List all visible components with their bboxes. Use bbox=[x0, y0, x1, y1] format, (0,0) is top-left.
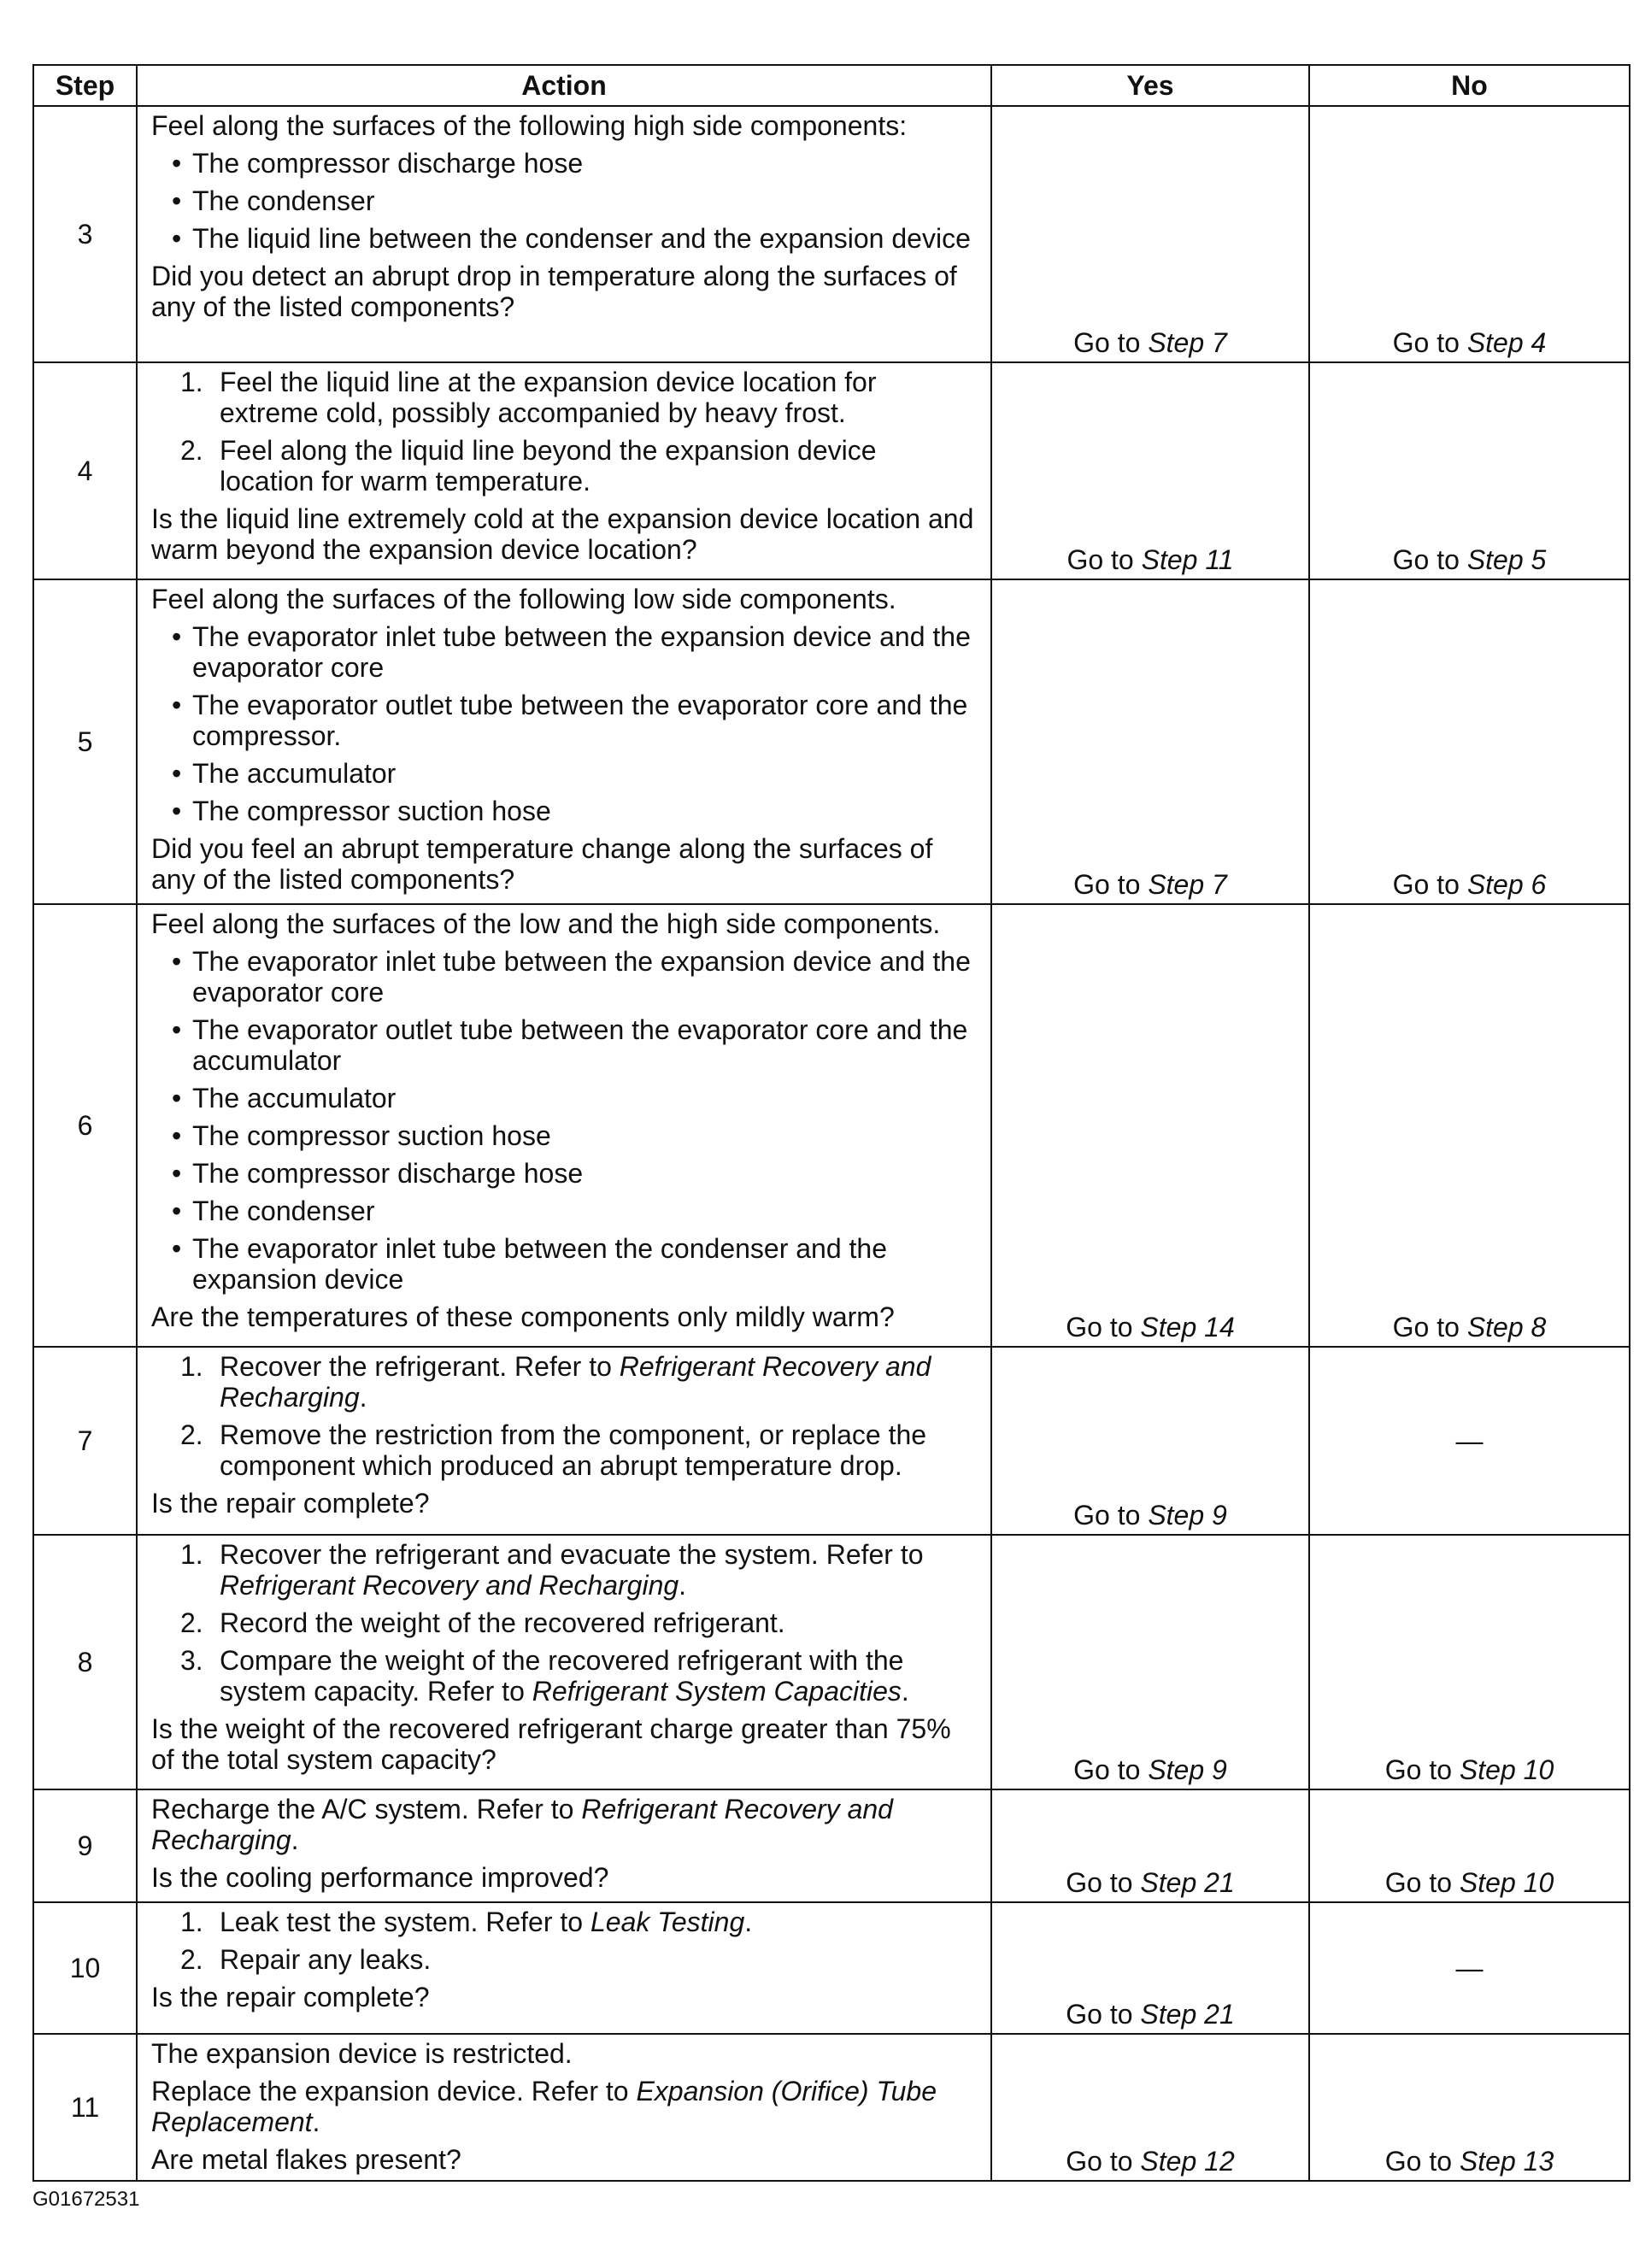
no-result bbox=[1309, 1789, 1630, 1902]
yes-result bbox=[991, 362, 1309, 579]
text-segment: Feel along the surfaces of the low and the high side components. bbox=[151, 908, 941, 939]
no-dash: — bbox=[1309, 1347, 1630, 1535]
goto-step-link: Step 21 bbox=[1140, 1867, 1235, 1898]
goto-step-link: Step 6 bbox=[1466, 869, 1547, 900]
action-text bbox=[151, 584, 977, 614]
action-text bbox=[151, 1301, 977, 1332]
text-segment: Feel along the surfaces of the following high side components: bbox=[151, 110, 908, 141]
goto-step-link: Step 21 bbox=[1140, 1999, 1235, 2030]
text-segment: Recharge the A/C system. Refer to bbox=[151, 1794, 582, 1824]
action-text bbox=[151, 1488, 977, 1519]
bullet-item bbox=[151, 946, 977, 1008]
numbered-item bbox=[151, 1944, 977, 1975]
text-segment: The compressor discharge hose bbox=[192, 1158, 584, 1189]
goto-prefix: Go to bbox=[1066, 1999, 1141, 2030]
numbered-list bbox=[151, 1539, 977, 1707]
text-segment: Is the liquid line extremely cold at the expansion device location and warm beyond the expansion device location? bbox=[151, 503, 974, 565]
no-result bbox=[1309, 1535, 1630, 1789]
goto-prefix: Go to bbox=[1384, 1754, 1460, 1785]
table-row bbox=[33, 1347, 1630, 1535]
numbered-item bbox=[151, 1419, 977, 1481]
bullet-item bbox=[151, 690, 977, 751]
goto-step-link: Step 9 bbox=[1148, 1500, 1227, 1531]
step-number: 9 bbox=[33, 1789, 137, 1902]
item-number: 1. bbox=[180, 367, 203, 397]
table-row bbox=[33, 362, 1630, 579]
no-dash: — bbox=[1309, 1902, 1630, 2034]
text-segment: Is the weight of the recovered refrigerant charge greater than 75% of the total system capacity? bbox=[151, 1713, 951, 1775]
goto-prefix: Go to bbox=[1066, 1867, 1141, 1898]
step-number: 11 bbox=[33, 2034, 137, 2181]
goto-prefix: Go to bbox=[1066, 1312, 1141, 1343]
item-number: 2. bbox=[180, 1944, 203, 1975]
reference-link-text: Refrigerant Recovery and Recharging bbox=[220, 1351, 931, 1413]
yes-result bbox=[991, 904, 1309, 1347]
action-text bbox=[151, 908, 977, 939]
action-text bbox=[151, 261, 977, 322]
action-cell bbox=[137, 1789, 991, 1902]
bullet-item bbox=[151, 796, 977, 826]
action-cell bbox=[137, 579, 991, 904]
reference-link-text: Refrigerant Recovery and Recharging bbox=[151, 1794, 893, 1855]
goto-prefix: Go to bbox=[1392, 869, 1467, 900]
text-segment: Feel the liquid line at the expansion device location for extreme cold, possibly accompanied by heavy frost. bbox=[220, 367, 877, 428]
text-segment: Is the cooling performance improved? bbox=[151, 1862, 609, 1893]
action-cell bbox=[137, 1902, 991, 2034]
bullet-item bbox=[151, 758, 977, 789]
text-segment: Leak test the system. Refer to bbox=[220, 1907, 590, 1937]
text-segment: . bbox=[291, 1824, 299, 1855]
text-segment: . bbox=[359, 1382, 367, 1413]
yes-result bbox=[991, 1347, 1309, 1535]
step-number: 3 bbox=[33, 106, 137, 362]
action-text bbox=[151, 1794, 977, 1855]
bullet-item bbox=[151, 1120, 977, 1151]
yes-result bbox=[991, 2034, 1309, 2181]
yes-result bbox=[991, 1902, 1309, 2034]
step-number: 7 bbox=[33, 1347, 137, 1535]
numbered-list bbox=[151, 1351, 977, 1481]
reference-link-text: Refrigerant System Capacities bbox=[532, 1676, 902, 1707]
action-text bbox=[151, 110, 977, 141]
numbered-item bbox=[151, 1645, 977, 1707]
action-cell bbox=[137, 1535, 991, 1789]
text-segment: The liquid line between the condenser and the expansion device bbox=[192, 223, 971, 254]
bullet-list bbox=[151, 621, 977, 826]
goto-step-link: Step 10 bbox=[1459, 1754, 1554, 1785]
yes-result bbox=[991, 579, 1309, 904]
text-segment: Is the repair complete? bbox=[151, 1982, 430, 2012]
item-number: 1. bbox=[180, 1539, 203, 1570]
goto-prefix: Go to bbox=[1073, 869, 1149, 900]
text-segment: The compressor suction hose bbox=[192, 796, 551, 826]
goto-step-link: Step 8 bbox=[1466, 1312, 1547, 1343]
text-segment: . bbox=[744, 1907, 753, 1937]
numbered-list bbox=[151, 367, 977, 496]
action-text bbox=[151, 503, 977, 565]
no-result bbox=[1309, 904, 1630, 1347]
item-number: 1. bbox=[180, 1351, 203, 1382]
numbered-item bbox=[151, 435, 977, 496]
text-segment: Feel along the liquid line beyond the expansion device location for warm temperature. bbox=[220, 435, 877, 496]
text-segment: The evaporator outlet tube between the evaporator core and the compressor. bbox=[192, 690, 968, 751]
text-segment: Replace the expansion device. Refer to bbox=[151, 2076, 637, 2106]
no-result bbox=[1309, 106, 1630, 362]
table-row bbox=[33, 1535, 1630, 1789]
text-segment: The accumulator bbox=[192, 1083, 397, 1113]
goto-prefix: Go to bbox=[1066, 2146, 1141, 2177]
text-segment: Repair any leaks. bbox=[220, 1944, 432, 1975]
goto-step-link: Step 13 bbox=[1459, 2146, 1554, 2177]
bullet-item bbox=[151, 1014, 977, 1076]
text-segment: The accumulator bbox=[192, 758, 397, 789]
header-step: Step bbox=[33, 65, 137, 106]
text-segment: Are metal flakes present? bbox=[151, 2144, 461, 2175]
table-body bbox=[33, 106, 1630, 2181]
bullet-item bbox=[151, 223, 977, 254]
action-text bbox=[151, 1982, 977, 2012]
text-segment: The condenser bbox=[192, 1196, 375, 1226]
no-result bbox=[1309, 579, 1630, 904]
header-row bbox=[33, 65, 1630, 106]
reference-link-text: Expansion (Orifice) Tube Replacement bbox=[151, 2076, 937, 2137]
action-text bbox=[151, 1862, 977, 1893]
text-segment: The evaporator inlet tube between the expansion device and the evaporator core bbox=[192, 946, 971, 1008]
action-cell bbox=[137, 1347, 991, 1535]
item-number: 2. bbox=[180, 435, 203, 466]
text-segment: The evaporator outlet tube between the evaporator core and the accumulator bbox=[192, 1014, 968, 1076]
goto-prefix: Go to bbox=[1073, 1500, 1149, 1531]
goto-step-link: Step 10 bbox=[1459, 1867, 1554, 1898]
no-result bbox=[1309, 362, 1630, 579]
numbered-item bbox=[151, 367, 977, 428]
bullet-item bbox=[151, 1233, 977, 1295]
yes-result bbox=[991, 1535, 1309, 1789]
goto-prefix: Go to bbox=[1066, 544, 1142, 575]
goto-prefix: Go to bbox=[1392, 327, 1467, 358]
text-segment: Remove the restriction from the component, or replace the component which produced an abrupt temperature drop. bbox=[220, 1419, 927, 1481]
reference-link-text: Refrigerant Recovery and Recharging bbox=[220, 1570, 679, 1601]
header-action: Action bbox=[137, 65, 991, 106]
text-segment: The expansion device is restricted. bbox=[151, 2038, 573, 2069]
goto-step-link: Step 12 bbox=[1140, 2146, 1235, 2177]
goto-prefix: Go to bbox=[1073, 327, 1149, 358]
table-row bbox=[33, 1902, 1630, 2034]
figure-id: G01672531 bbox=[32, 2188, 140, 2211]
action-cell bbox=[137, 106, 991, 362]
text-segment: Is the repair complete? bbox=[151, 1488, 430, 1519]
table-row bbox=[33, 2034, 1630, 2181]
action-text bbox=[151, 1713, 977, 1775]
bullet-item bbox=[151, 148, 977, 179]
numbered-item bbox=[151, 1539, 977, 1601]
goto-step-link: Step 7 bbox=[1148, 869, 1227, 900]
text-segment: . bbox=[901, 1676, 909, 1707]
text-segment: Did you detect an abrupt drop in temperature along the surfaces of any of the listed components? bbox=[151, 261, 957, 322]
action-text bbox=[151, 2076, 977, 2137]
goto-prefix: Go to bbox=[1384, 1867, 1460, 1898]
action-text bbox=[151, 2144, 977, 2175]
item-number: 2. bbox=[180, 1607, 203, 1638]
table-row bbox=[33, 1789, 1630, 1902]
step-number: 10 bbox=[33, 1902, 137, 2034]
bullet-item bbox=[151, 1196, 977, 1226]
bullet-item bbox=[151, 1083, 977, 1113]
goto-step-link: Step 4 bbox=[1466, 327, 1547, 358]
text-segment: The evaporator inlet tube between the condenser and the expansion device bbox=[192, 1233, 888, 1295]
bullet-item bbox=[151, 1158, 977, 1189]
goto-prefix: Go to bbox=[1073, 1754, 1149, 1785]
text-segment: Record the weight of the recovered refrigerant. bbox=[220, 1607, 785, 1638]
text-segment: Did you feel an abrupt temperature change along the surfaces of any of the listed components? bbox=[151, 833, 933, 895]
header-yes: Yes bbox=[991, 65, 1309, 106]
table-row bbox=[33, 106, 1630, 362]
item-number: 2. bbox=[180, 1419, 203, 1450]
header-no: No bbox=[1309, 65, 1630, 106]
numbered-item bbox=[151, 1607, 977, 1638]
goto-step-link: Step 9 bbox=[1148, 1754, 1227, 1785]
diagnostic-table bbox=[32, 64, 1630, 2182]
bullet-item bbox=[151, 621, 977, 683]
item-number: 3. bbox=[180, 1645, 203, 1676]
action-text bbox=[151, 833, 977, 895]
text-segment: . bbox=[312, 2106, 320, 2137]
text-segment: Feel along the surfaces of the following low side components. bbox=[151, 584, 896, 614]
text-segment: Recover the refrigerant. Refer to bbox=[220, 1351, 620, 1382]
numbered-item bbox=[151, 1907, 977, 1937]
numbered-item bbox=[151, 1351, 977, 1413]
numbered-list bbox=[151, 1907, 977, 1975]
goto-prefix: Go to bbox=[1384, 2146, 1460, 2177]
bullet-item bbox=[151, 185, 977, 216]
text-segment: Are the temperatures of these components only mildly warm? bbox=[151, 1301, 895, 1332]
step-number: 8 bbox=[33, 1535, 137, 1789]
action-cell bbox=[137, 362, 991, 579]
text-segment: Compare the weight of the recovered refrigerant with the system capacity. Refer to bbox=[220, 1645, 904, 1707]
yes-result bbox=[991, 106, 1309, 362]
action-text bbox=[151, 2038, 977, 2069]
table-row bbox=[33, 579, 1630, 904]
text-segment: The compressor discharge hose bbox=[192, 148, 584, 179]
goto-step-link: Step 11 bbox=[1141, 544, 1234, 575]
item-number: 1. bbox=[180, 1907, 203, 1937]
action-cell bbox=[137, 2034, 991, 2181]
bullet-list bbox=[151, 148, 977, 254]
goto-prefix: Go to bbox=[1392, 1312, 1467, 1343]
bullet-list bbox=[151, 946, 977, 1295]
step-number: 4 bbox=[33, 362, 137, 579]
reference-link-text: Leak Testing bbox=[590, 1907, 745, 1937]
step-number: 5 bbox=[33, 579, 137, 904]
text-segment: The evaporator inlet tube between the expansion device and the evaporator core bbox=[192, 621, 971, 683]
text-segment: Recover the refrigerant and evacuate the system. Refer to bbox=[220, 1539, 924, 1570]
goto-step-link: Step 5 bbox=[1466, 544, 1547, 575]
no-result bbox=[1309, 2034, 1630, 2181]
step-number: 6 bbox=[33, 904, 137, 1347]
goto-prefix: Go to bbox=[1392, 544, 1467, 575]
text-segment: The compressor suction hose bbox=[192, 1120, 551, 1151]
text-segment: The condenser bbox=[192, 185, 375, 216]
goto-step-link: Step 7 bbox=[1148, 327, 1227, 358]
action-cell bbox=[137, 904, 991, 1347]
text-segment: . bbox=[679, 1570, 687, 1601]
table-row bbox=[33, 904, 1630, 1347]
yes-result bbox=[991, 1789, 1309, 1902]
goto-step-link: Step 14 bbox=[1140, 1312, 1235, 1343]
